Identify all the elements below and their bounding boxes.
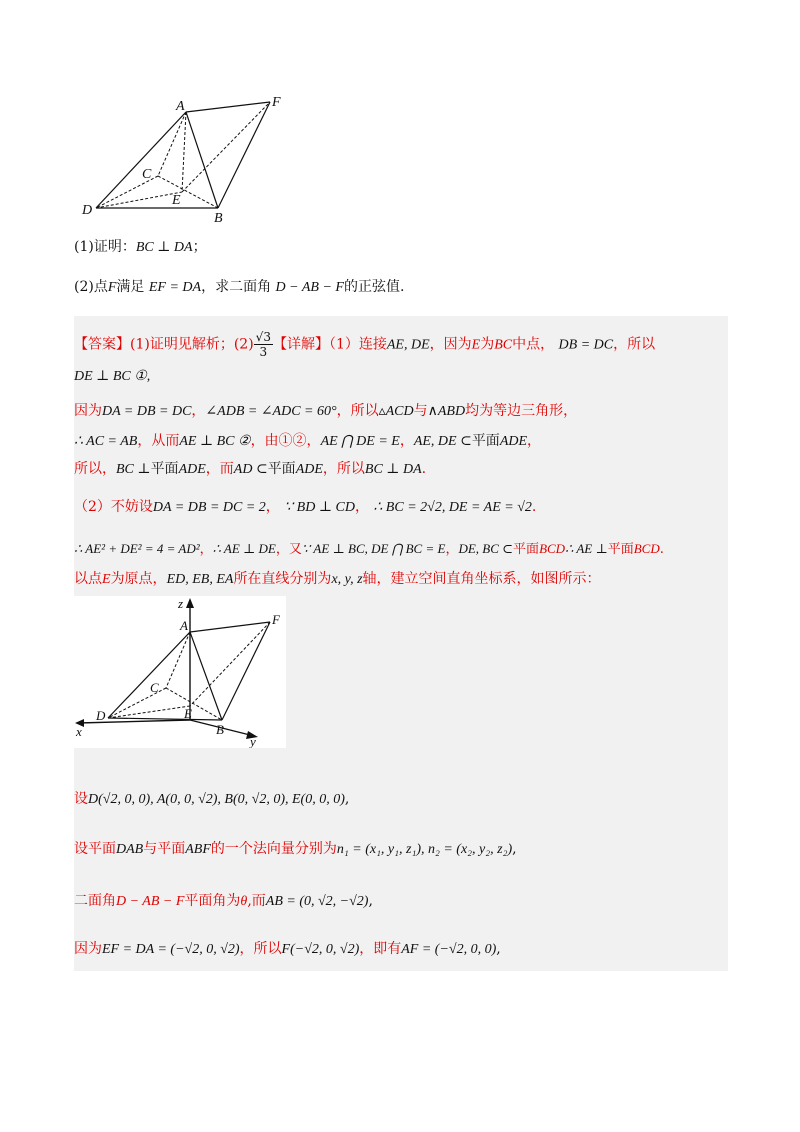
fig2-label-A: A (180, 618, 188, 633)
fig2-label-B: B (216, 722, 224, 737)
label-D: D (82, 203, 93, 218)
fig2-label-y: y (250, 734, 256, 748)
answer-block (74, 316, 728, 971)
answer-line-12: 因为EF = DA = (−√2, 0, √2)，所以F(−√2, 0, √2)，即有AF = (−√2, 0, 0), (74, 941, 501, 957)
answer-line-11: 二面角D − AB − F平面角为θ,而AB = (0, √2, −√2), (74, 893, 373, 909)
label-F: F (272, 95, 281, 110)
fig2-label-F: F (272, 612, 280, 627)
answer-line-2: DE ⊥ BC ①, (74, 369, 151, 384)
answer-line-6: （2）不妨设DA = DB = DC = 2， ∵ BD ⊥ CD， ∴ BC = 2√2, DE = AE = √2. (74, 499, 537, 515)
answer-line-5: 所以，BC ⊥平面ADE，而AD ⊂平面ADE，所以BC ⊥ DA. (74, 461, 427, 477)
figure-2-coordinate-system (74, 596, 286, 748)
answer-line-3: 因为DA = DB = DC，∠ADB = ∠ADC = 60°，所以▵ACD与∧ABD均为等边三角形， (74, 403, 578, 419)
answer-line-1: 【答案】(1)证明见解析；(2) $\frac{√3}{3}$ 【详解】（1）连接AE, DE，因为E为BC中点， DB = DC，所以 (74, 330, 656, 359)
answer-line-7: ∴ AE² + DE² = 4 = AD²，∴ AE ⊥ DE，又∵ AE ⊥ BC, DE ⋂ BC = E，DE, BC ⊂平面BCD∴ AE ⊥平面BCD. (74, 541, 664, 557)
fig2-label-C: C (150, 680, 159, 695)
answer-line-8: 以点E为原点，ED, EB, EA所在直线分别为x, y, z轴，建立空间直角坐标系，如图所示： (74, 571, 601, 587)
answer-line-9: 设D(√2, 0, 0), A(0, 0, √2), B(0, √2, 0), E(0, 0, 0), (74, 791, 350, 807)
label-E: E (172, 193, 181, 208)
fig2-label-D: D (96, 708, 106, 723)
figure-1 (78, 92, 298, 224)
fig2-label-z: z (178, 596, 184, 611)
label-C: C (142, 167, 152, 182)
answer-fraction: $\frac{√3}{3}$ (255, 330, 271, 359)
fig2-label-x: x (76, 724, 82, 739)
question-part-2: (2)点F满足 EF = DA，求二面角 D − AB − F的正弦值. (74, 279, 405, 295)
answer-line-10: 设平面DAB与平面ABF的一个法向量分别为n₁ = (x₁, y₁, z₁), n₂ = (x₂, y₂, z₂), (74, 841, 517, 857)
answer-line-4: ∴ AC = AB，从而AE ⊥ BC ②，由①②，AE ⋂ DE = E，AE, DE ⊂平面ADE， (74, 433, 542, 449)
question-part-1: (1)证明：BC ⊥ DA； (74, 239, 207, 255)
fig2-label-E: E (184, 706, 192, 721)
label-B: B (214, 211, 223, 224)
label-A: A (176, 99, 185, 114)
